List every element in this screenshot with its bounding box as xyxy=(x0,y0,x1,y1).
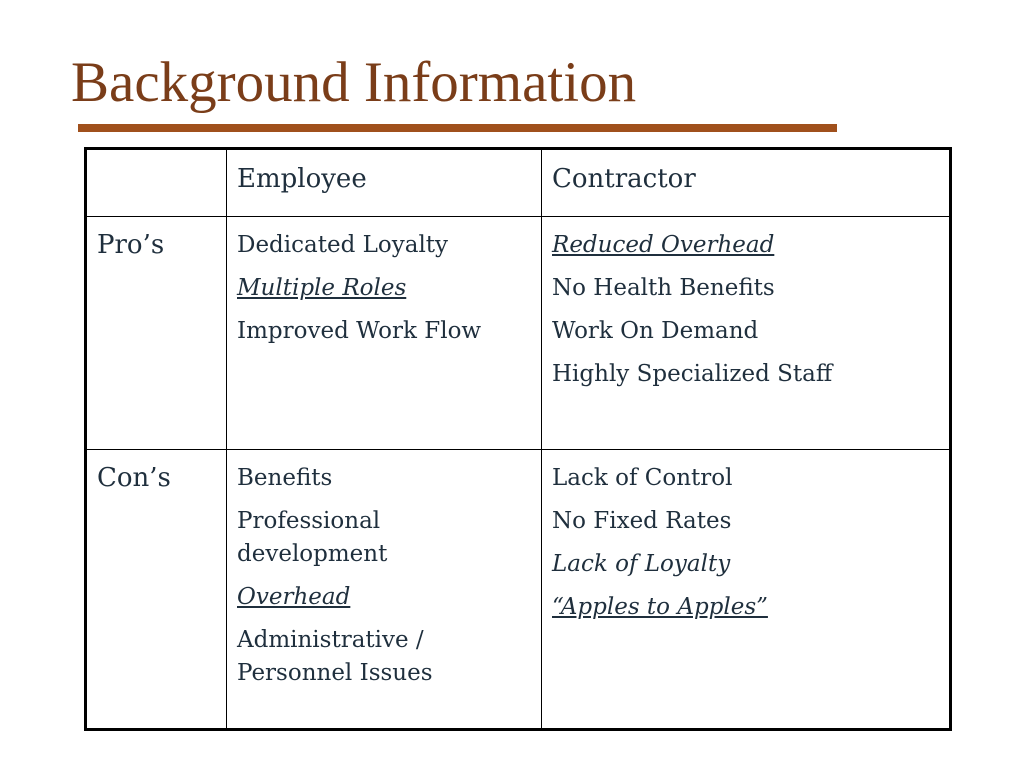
row-label-cell-pros xyxy=(86,217,227,450)
table-row-cons xyxy=(86,450,951,730)
header-cell-contractor xyxy=(542,149,951,217)
header-empty-label xyxy=(97,156,216,161)
title-underline-rule xyxy=(78,124,837,132)
list-item: Professional development xyxy=(237,508,388,567)
list-item: Improved Work Flow xyxy=(237,318,482,344)
cons-contractor-list xyxy=(552,456,939,624)
row-label-cell-cons xyxy=(86,450,227,730)
list-item: Highly Specialized Staff xyxy=(552,361,833,387)
slide-title: Background Information xyxy=(71,51,637,114)
list-item: Overhead xyxy=(237,584,351,610)
pros-employee-cell xyxy=(227,217,542,450)
list-item: No Health Benefits xyxy=(552,275,775,301)
list-item: “Apples to Apples” xyxy=(552,594,768,620)
header-employee-label: Employee xyxy=(237,164,367,194)
cons-employee-cell xyxy=(227,450,542,730)
table-header-row xyxy=(86,149,951,217)
header-contractor-label: Contractor xyxy=(552,164,696,194)
list-item: Lack of Loyalty xyxy=(552,551,731,577)
cons-employee-list xyxy=(237,456,531,690)
list-item: Reduced Overhead xyxy=(552,232,775,258)
list-item: No Fixed Rates xyxy=(552,508,732,534)
list-item: Work On Demand xyxy=(552,318,759,344)
row-label-pros: Pro’s xyxy=(97,230,165,260)
row-label-cons: Con’s xyxy=(97,463,171,493)
list-item: Administrative / Personnel Issues xyxy=(237,627,433,686)
list-item: Lack of Control xyxy=(552,465,733,491)
header-cell-employee xyxy=(227,149,542,217)
pros-contractor-list xyxy=(552,223,939,391)
pros-contractor-cell xyxy=(542,217,951,450)
list-item: Benefits xyxy=(237,465,333,491)
list-item: Dedicated Loyalty xyxy=(237,232,449,258)
cons-contractor-cell xyxy=(542,450,951,730)
header-cell-empty xyxy=(86,149,227,217)
pros-employee-list xyxy=(237,223,531,348)
table-row-pros xyxy=(86,217,951,450)
list-item: Multiple Roles xyxy=(237,275,407,301)
comparison-table xyxy=(84,147,952,731)
